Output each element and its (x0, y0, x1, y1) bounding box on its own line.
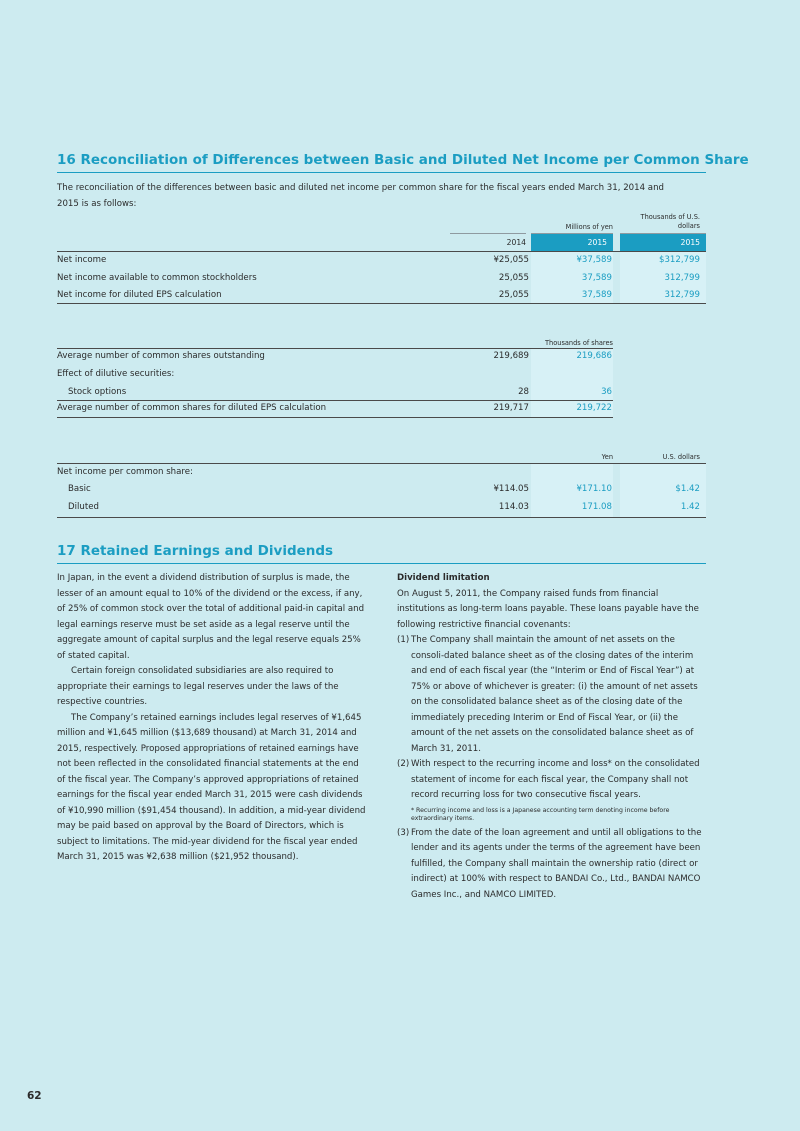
t3-val-2015: ¥171.10 (576, 484, 612, 494)
section-16-title: 16 Reconciliation of Differences between Basic and Diluted Net Income per Common Share (57, 152, 706, 173)
t3-bottom-rule (57, 517, 706, 518)
t1-header-rule (57, 251, 706, 252)
t1-unit-usd: Thousands of U.S. dollars (640, 213, 700, 230)
t3-val-2015: 171.08 (581, 502, 612, 512)
covenant-item (397, 826, 707, 904)
footnote: * Recurring income and loss is a Japanese accounting term denoting income before extraordinary items. (411, 806, 670, 822)
t1-val-2014: 25,055 (498, 290, 529, 300)
t3-row-label: Net income per common share: (57, 467, 193, 477)
covenant-marker: (3) (397, 827, 410, 838)
t2-unit: Thousands of shares (545, 339, 613, 347)
t3-row (57, 482, 706, 500)
t1-val-2014: 25,055 (498, 273, 529, 283)
t1-val-2015: 37,589 (581, 273, 612, 283)
t2-row-label: Effect of dilutive securities: (57, 369, 175, 379)
t3-val-usd: $1.42 (675, 484, 700, 494)
covenant-marker: (2) (397, 759, 410, 769)
section-17-title: 17 Retained Earnings and Dividends (57, 543, 706, 564)
t1-val-2015: ¥37,589 (576, 255, 612, 265)
page-number: 62 (27, 1090, 42, 1102)
t2-row-label: Average number of common shares outstanding (57, 351, 265, 361)
t1-val-usd: 312,799 (664, 273, 700, 283)
t1-year-2015: 2015 (587, 238, 607, 247)
t3-top-rule (57, 463, 706, 464)
t3-unit-usd: U.S. dollars (662, 453, 700, 461)
t1-row (57, 253, 706, 271)
t3-unit-yen: Yen (601, 453, 613, 461)
t1-header-2014 (450, 234, 526, 251)
t3-row-label: Diluted (68, 502, 99, 512)
t1-header-2015 (531, 234, 613, 251)
covenant-item (397, 633, 707, 757)
t1-val-usd: $312,799 (658, 255, 700, 265)
t1-val-2015: 37,589 (581, 290, 612, 300)
paragraph: The Company’s retained earnings includes legal reserves of ¥1,645 million and ¥1,645 million ($13,689 thousand) at March 31, 2014 and 2015, respectively. Proposed appropriations of retained earnings have not been reflected in the consolidated financial statements at the end of the fiscal year. The Company’s approved appropriations of retained earnings for the fiscal year ended March 31, 2015 were cash dividends of ¥10,990 million ($91,454 thousand). In addition, a mid-year dividend may be paid based on approval by the Board of Directors, which is subject to limitations. The mid-year dividend for the fiscal year ended March 31, 2015 was ¥2,638 million ($21,952 thousand). (57, 712, 366, 862)
t2-val-2015: 219,722 (576, 403, 612, 413)
covenant-text: The Company shall maintain the amount of net assets on the consoli-dated balance sheet as of the closing dates of the interim and end of each fiscal year (the “Interim or End of Fiscal Year”) at 75% or above of whichever is greater: (i) the amount of net assets on the consolidated balance sheet as of the closing date of the immediately preceding Interim or End of Fiscal Year, or (ii) the amount of the net assets on the consolidated balance sheet as of March 31, 2011. (411, 635, 698, 754)
t1-unit-yen: Millions of yen (565, 223, 613, 231)
t1-row (57, 271, 706, 289)
t2-val-2014: 219,689 (493, 351, 529, 361)
t1-row-label: Net income (57, 255, 107, 265)
t2-row-label: Average number of common shares for diluted EPS calculation (57, 403, 327, 413)
t1-year-usd: 2015 (680, 238, 700, 247)
section-17-right-column (397, 571, 707, 903)
t3-val-2014: 114.03 (498, 502, 529, 512)
t3-row-label: Basic (68, 484, 91, 494)
t1-val-2014: ¥25,055 (493, 255, 529, 265)
t1-bottom-rule (57, 303, 706, 304)
paragraph: In Japan, in the event a dividend distribution of surplus is made, the lesser of an amount equal to 10% of the dividend or the excess, if any, of 25% of common stock over the total of additional paid-in capital and legal earnings reserve must be set aside as a legal reserve until the aggregate amount of capital surplus and the legal reserve equals 25% of stated capital. (57, 573, 365, 661)
t2-row (57, 349, 613, 367)
t3-row (57, 465, 706, 483)
covenant-list (397, 633, 707, 903)
covenant-marker: (1) (397, 635, 410, 645)
t2-bottom-rule (57, 417, 613, 418)
t2-row (57, 367, 613, 385)
t1-row-label: Net income available to common stockholders (57, 273, 257, 283)
t3-row (57, 500, 706, 518)
t1-row-label: Net income for diluted EPS calculation (57, 290, 222, 300)
covenant-text: From the date of the loan agreement and until all obligations to the lender and its agents under the terms of the agreement have been fulfilled, the Company shall maintain the ownership ratio (direct or indirect) at 100% with respect to BANDAI Co., Ltd., BANDAI NAMCO Games Inc., and NAMCO LIMITED. (411, 827, 702, 900)
t1-val-usd: 312,799 (664, 290, 700, 300)
t2-val-2015: 36 (601, 387, 612, 397)
dividend-limitation-heading: Dividend limitation (397, 573, 490, 583)
t2-val-2014: 28 (518, 387, 529, 397)
t2-val-2014: 219,717 (493, 403, 529, 413)
section-16-intro: The reconciliation of the differences between basic and diluted net income per common share for the fiscal years ended March 31, 2014 and 2015 is as follows: (57, 183, 664, 209)
t2-val-2015: 219,686 (576, 351, 612, 361)
t3-val-usd: 1.42 (680, 502, 700, 512)
t1-header-usd (620, 234, 706, 251)
t2-row-label: Stock options (68, 387, 127, 397)
section-17-left-column (57, 571, 369, 866)
dividend-limitation-intro: On August 5, 2011, the Company raised funds from financial institutions as long-term loans payable. These loans payable have the following restrictive financial covenants: (397, 588, 699, 630)
paragraph: Certain foreign consolidated subsidiaries are also required to appropriate their earnings to legal reserves under the laws of the respective countries. (57, 666, 339, 707)
covenant-text: With respect to the recurring income and loss* on the consolidated statement of income for each fiscal year, the Company shall not record recurring loss for two consecutive fiscal years. (411, 759, 700, 800)
t1-year-2014: 2014 (506, 238, 526, 247)
t3-val-2014: ¥114.05 (493, 484, 529, 494)
covenant-item (397, 757, 707, 823)
